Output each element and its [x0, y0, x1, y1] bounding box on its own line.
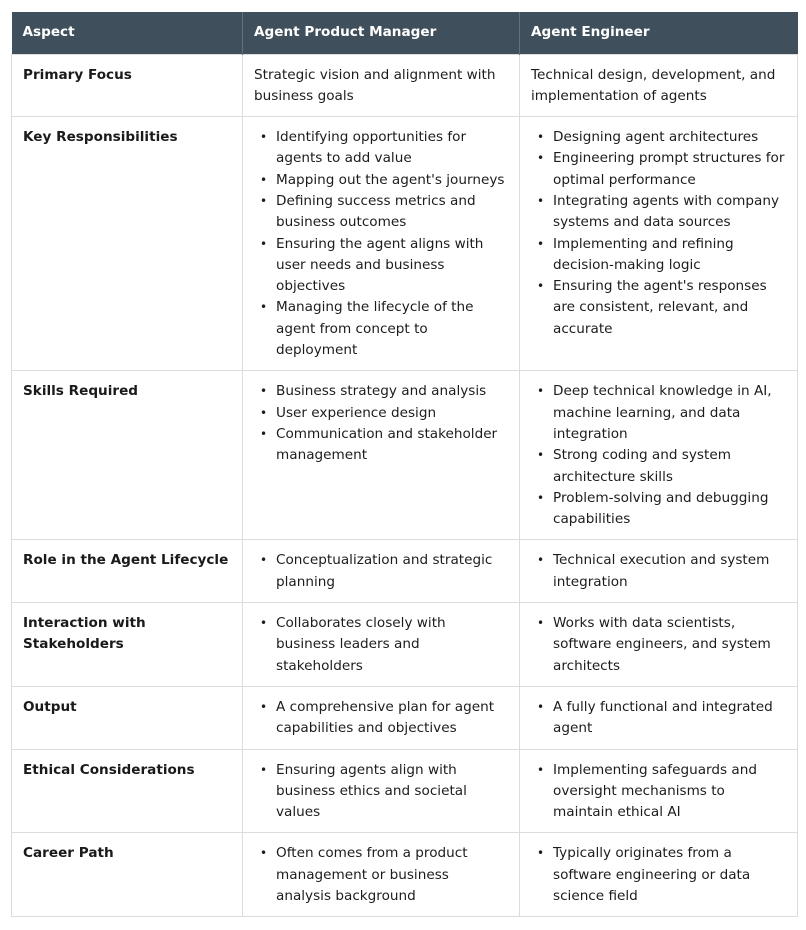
- list-item: • Managing the lifecycle of the agent from concept to deployment: [254, 297, 508, 361]
- list-item: • Often comes from a product management or business analysis background: [254, 843, 508, 907]
- row-aspect-label: Ethical Considerations: [12, 749, 243, 833]
- table-row: [12, 117, 798, 371]
- list-item: • User experience design: [254, 403, 508, 424]
- list-item: • Ensuring agents align with business ethics and societal values: [254, 760, 508, 824]
- pm-cell: [243, 54, 520, 117]
- list-item: • Works with data scientists, software engineers, and system architects: [531, 613, 786, 677]
- engineer-cell: [520, 54, 798, 117]
- list-item: • Identifying opportunities for agents to add value: [254, 127, 508, 170]
- table-row: [12, 371, 798, 540]
- header-agent-product-manager: Agent Product Manager: [243, 12, 520, 54]
- list-item: • Implementing and refining decision-making logic: [531, 234, 786, 277]
- pm-cell: [243, 371, 520, 540]
- row-aspect-label: Primary Focus: [12, 54, 243, 117]
- engineer-cell: [520, 371, 798, 540]
- table-row: [12, 749, 798, 833]
- list-item: • Conceptualization and strategic planning: [254, 550, 508, 593]
- table-row: [12, 686, 798, 749]
- list-item: • Communication and stakeholder management: [254, 424, 508, 467]
- list-item: • Engineering prompt structures for optimal performance: [531, 148, 786, 191]
- row-aspect-label: Skills Required: [12, 371, 243, 540]
- header-agent-engineer: Agent Engineer: [520, 12, 798, 54]
- list-item: • Collaborates closely with business leaders and stakeholders: [254, 613, 508, 677]
- bullet-list: [531, 760, 786, 824]
- bullet-list: [531, 697, 786, 740]
- list-item: • A fully functional and integrated agent: [531, 697, 786, 740]
- cell-text: Technical design, development, and implementation of agents: [531, 66, 776, 104]
- list-item: • Mapping out the agent's journeys: [254, 170, 508, 191]
- list-item: • Designing agent architectures: [531, 127, 786, 148]
- pm-cell: [243, 117, 520, 371]
- table-row: [12, 833, 798, 917]
- list-item: • Technical execution and system integration: [531, 550, 786, 593]
- row-aspect-label: Key Responsibilities: [12, 117, 243, 371]
- list-item: • Strong coding and system architecture skills: [531, 445, 786, 488]
- row-aspect-label: Career Path: [12, 833, 243, 917]
- row-aspect-label: Output: [12, 686, 243, 749]
- bullet-list: [254, 550, 508, 593]
- bullet-list: [531, 381, 786, 530]
- bullet-list: [254, 127, 508, 361]
- bullet-list: [531, 127, 786, 340]
- pm-cell: [243, 686, 520, 749]
- list-item: • Ensuring the agent's responses are consistent, relevant, and accurate: [531, 276, 786, 340]
- list-item: • Implementing safeguards and oversight mechanisms to maintain ethical AI: [531, 760, 786, 824]
- engineer-cell: [520, 540, 798, 603]
- row-aspect-label: Role in the Agent Lifecycle: [12, 540, 243, 603]
- header-aspect: Aspect: [12, 12, 243, 54]
- engineer-cell: [520, 833, 798, 917]
- bullet-list: [531, 550, 786, 593]
- table-row: [12, 540, 798, 603]
- bullet-list: [531, 843, 786, 907]
- pm-cell: [243, 833, 520, 917]
- list-item: • Typically originates from a software engineering or data science field: [531, 843, 786, 907]
- pm-cell: [243, 603, 520, 687]
- table-row: [12, 54, 798, 117]
- list-item: • Problem-solving and debugging capabilities: [531, 488, 786, 531]
- list-item: • Integrating agents with company systems and data sources: [531, 191, 786, 234]
- list-item: • Defining success metrics and business outcomes: [254, 191, 508, 234]
- engineer-cell: [520, 749, 798, 833]
- engineer-cell: [520, 603, 798, 687]
- pm-cell: [243, 749, 520, 833]
- engineer-cell: [520, 686, 798, 749]
- bullet-list: [254, 843, 508, 907]
- pm-cell: [243, 540, 520, 603]
- bullet-list: [531, 613, 786, 677]
- row-aspect-label: Interaction with Stakeholders: [12, 603, 243, 687]
- bullet-list: [254, 760, 508, 824]
- list-item: • A comprehensive plan for agent capabilities and objectives: [254, 697, 508, 740]
- list-item: • Ensuring the agent aligns with user needs and business objectives: [254, 234, 508, 298]
- bullet-list: [254, 613, 508, 677]
- bullet-list: [254, 697, 508, 740]
- cell-text: Strategic vision and alignment with business goals: [254, 66, 496, 104]
- list-item: • Business strategy and analysis: [254, 381, 508, 402]
- list-item: • Deep technical knowledge in AI, machine learning, and data integration: [531, 381, 786, 445]
- engineer-cell: [520, 117, 798, 371]
- bullet-list: [254, 381, 508, 466]
- table-row: [12, 603, 798, 687]
- comparison-table: [11, 12, 798, 917]
- table-header-row: [12, 12, 798, 54]
